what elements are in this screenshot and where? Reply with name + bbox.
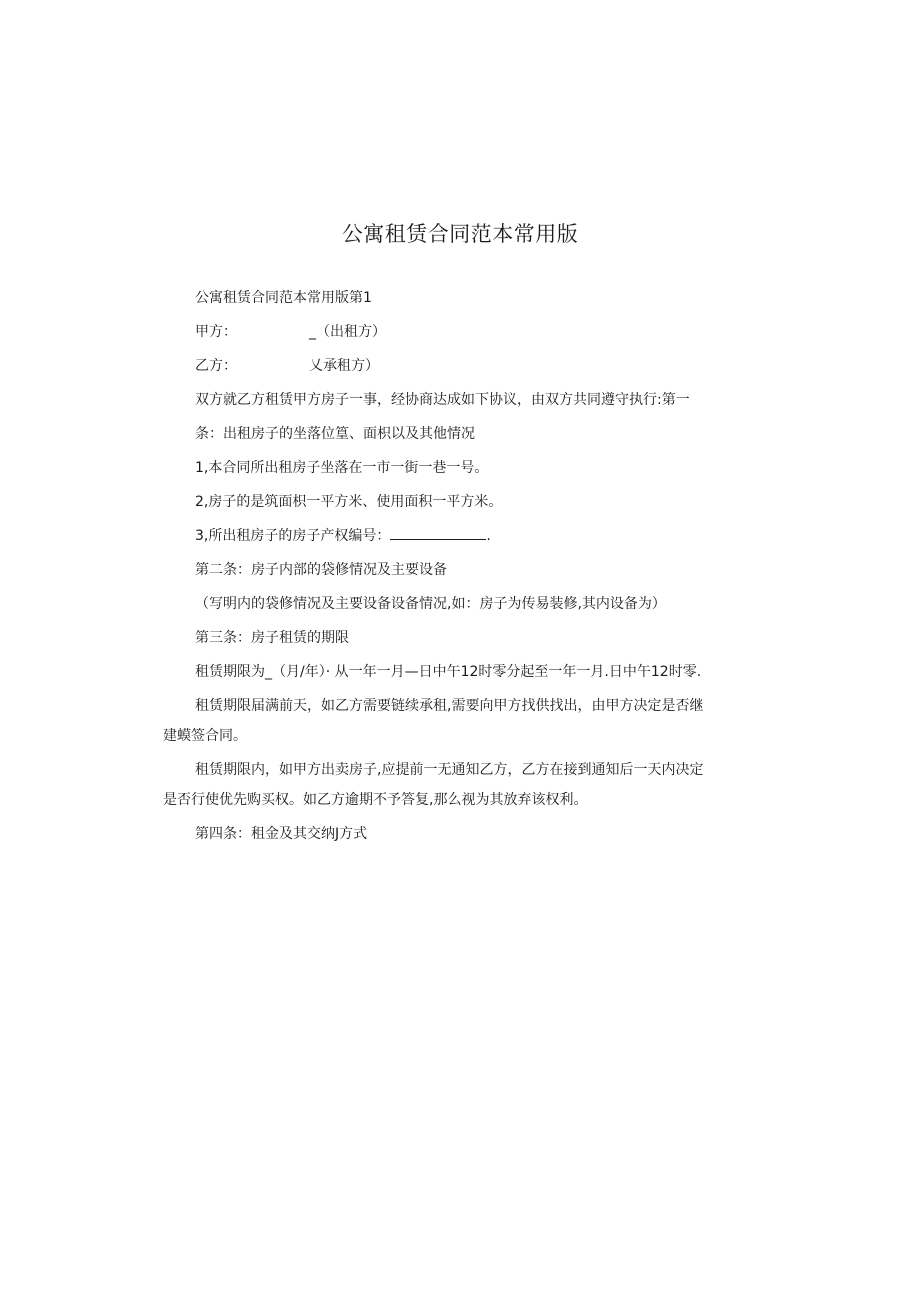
property-number-blank: [390, 525, 486, 540]
party-a-role: _（出租方）: [309, 324, 386, 340]
article-1-item-3: [163, 521, 763, 555]
lease-renewal-paragraph: [163, 691, 763, 751]
party-a-line: [163, 317, 763, 351]
preemptive-right-line-2: 是否行使优先购买权。如乙方逾期不予答复,那么视为其放弃该权利。: [163, 792, 588, 808]
article-2-heading: 第二条：房子内部的袋修情况及主要设备: [195, 562, 447, 578]
article-1-item-3-end: .: [486, 528, 491, 544]
article-1-heading: 条：出租房子的坐落位篁、面枳以及其他情况: [195, 426, 475, 442]
agreement-intro-line: 双方就乙方租赁甲方房子一事，经协商达成如下协议，由双方共同遵守执行:第一: [195, 392, 690, 408]
article-1-item-3-text: 3,所出租房子的房子产权编号：: [195, 528, 391, 544]
preemptive-right-paragraph: [163, 755, 763, 815]
subtitle-line: 公寓租赁合同范本常用版第1: [195, 290, 372, 306]
article-1-item-1: 1,本合同所出租房子坐落在一市一街一巷一号。: [195, 460, 489, 476]
article-4-heading: 第四条：租金及其交纳J方式: [195, 826, 368, 842]
document-title: 公寓租赁合同范本常用版: [341, 222, 579, 246]
article-2-detail: （写明内的袋修情况及主要设备设备情况,如：房子为传易装修,其内设备为）: [195, 596, 666, 612]
lease-renewal-line-2: 建蟆签合同。: [163, 728, 247, 744]
article-1-item-2: 2,房子的是筑面枳一平方米、使用面积一平方米。: [195, 494, 503, 510]
lease-renewal-line-1: 租赁期限届满前天，如乙方需要链续承租,需要向甲方找供找出，由甲方决定是否继: [195, 698, 704, 714]
party-a-label: 甲方：: [195, 324, 237, 340]
document-body: [163, 283, 763, 853]
article-3-heading: 第三条：房子租赁的期限: [195, 630, 349, 646]
preemptive-right-line-1: 租赁期限内，如甲方出卖房子,应提前一无通知乙方，乙方在接到通知后一天内决定: [195, 762, 704, 778]
lease-term-line: 租赁期限为_（月/年）· 从一年一月—日中午12时零分起至一年一月.日中午12时零.: [195, 664, 702, 680]
party-b-label: 乙方：: [195, 358, 237, 374]
party-b-line: [163, 351, 763, 385]
party-b-role: 乂承租方）: [309, 358, 379, 374]
